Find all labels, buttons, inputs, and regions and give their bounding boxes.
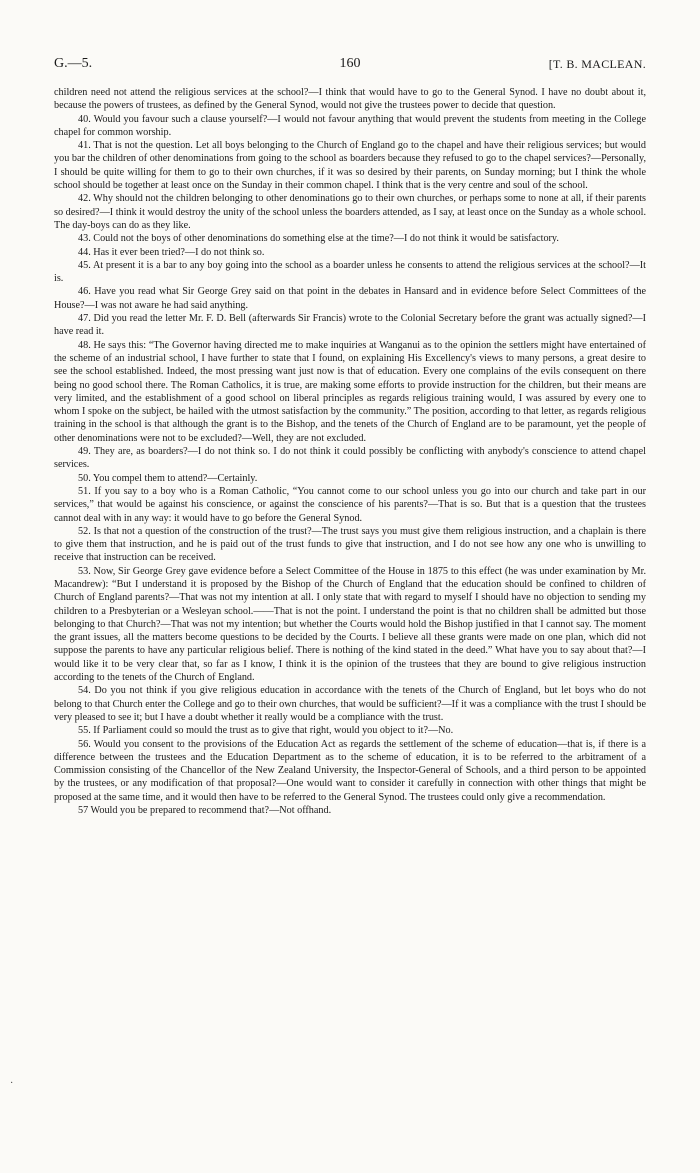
question-51: 51. If you say to a boy who is a Roman Catholic, “You cannot come to our school unless you go into our church and take part in our services,” that would be against his conscience, or against the conscience of his parents?—That is so. But that is a question that the trustees cannot deal with in any way: it would have to go before the General Synod. [54,485,646,524]
document-body [54,86,646,817]
question-41: 41. That is not the question. Let all boys belonging to the Church of England go to the chapel and have their religious services; but would you bar the children of other denominations from going to the school as boarders because they refused to go to the chapel services?—Personally, I should be quite willing for them to go to their own churches, if it was so desired by their parents, on Sunday morning; but I think the whole school should be together at least once on the Sunday in their common chapel. I think that is the very centre and soul of the school. [54,140,646,192]
question-57: 57 Would you be prepared to recommend that?—Not offhand. [78,805,332,817]
question-50: 50. You compel them to attend?—Certainly. [78,472,258,484]
page-header [54,56,646,72]
question-47: 47. Did you read the letter Mr. F. D. Bell (afterwards Sir Francis) wrote to the Colonial Secretary before the grant was actually signed?—I have read it. [54,313,646,338]
margin-speck: · [10,1078,14,1089]
question-43: 43. Could not the boys of other denominations do something else at the time?—I do not think it would be satisfactory. [78,233,559,245]
question-45: 45. At present it is a bar to any boy going into the school as a boarder unless he consents to attend the religious services at the school?—It is. [54,259,646,285]
question-52: 52. Is that not a question of the construction of the trust?—The trust says you must give them religious instruction, and a chaplain is there to give them that instruction, and he is paid out of the trust funds to give that instruction, and I do not see how any one who is unwilling to receive that instruction can be received. [54,525,646,564]
page-number: 160 [339,56,361,71]
paragraph-continued: children need not attend the religious services at the school?—I think that would have to go to the General Synod. I have no doubt about it, because the powers of trustees, as defined by the General Synod, would not give the trustees power to decide that question. [54,87,646,112]
question-54: 54. Do you not think if you give religious education in accordance with the tenets of the Church of England, but let boys who do not belong to that Church enter the College and go to their own churches, that would be sufficient?—If it was a compliance with the trust I should be very pleased to see it; but I have a doubt whether it really would be a compliance with the trust. [54,685,646,723]
question-44: 44. Has it ever been tried?—I do not think so. [78,246,265,258]
question-40: 40. Would you favour such a clause yourself?—I would not favour anything that would prevent the students from meeting in the College chapel for common worship. [54,113,646,138]
question-49: 49. They are, as boarders?—I do not think so. I do not think it could possibly be conflicting with anybody's conscience to attend chapel services. [54,446,646,471]
question-46: 46. Have you read what Sir George Grey said on that point in the debates in Hansard and in evidence before Select Committees of the House?—I was not aware he had said anything. [54,286,646,311]
paper-reference: G.—5. [54,56,93,71]
question-55: 55. If Parliament could so mould the trust as to give that right, would you object to it?—No. [78,725,454,737]
question-53: 53. Now, Sir George Grey gave evidence before a Select Committee of the House in 1875 to this effect (he was under examination by Mr. Macandrew): “But I understand it is proposed by the Bishop of the Church of England that the education should be confined to children of Church of England parents?—That was not my intention at all. I only state that with regard to myself I should have no objection to sending my children to a Presbyterian or a Wesleyan school.——That is not the point. I understand the point is that no children shall be admitted but those belonging to that Church?—That was not my intention; but whether the Courts would hold the Bishop justified in that I cannot say. The moment the grant issues, all the matters become questions to be decided by the Courts. I believe all these grants were made on one plan, which did not suppose the parents to have any particular religious belief. There is nothing of the kind stated in the deed.” What have you to say about that?—I would like it to be very clear that, so far as I know, I think it is the opinion of the trustees that they are bound to give religious instruction according to the tenets of the Church of England. [54,565,646,684]
question-48: 48. He says this: “The Governor having directed me to make inquiries at Wanganui as to the opinion the settlers might have entertained of the scheme of an industrial school, I have further to state that I found, on explaining His Excellency's views to many persons, a great desire to see the school established. Indeed, the most pressing want just now is that of education. Every one complains of the evils consequent on there being no good school there. The Roman Catholics, it is true, are making some efforts to provide instruction for the children, but their means are very limited, and the establishment of a good school on liberal principles as regards religious training would, I was assured by every one to whom I spoke on the subject, be hailed with the utmost satisfaction by the community.” The position, according to that letter, as regards religious training in the school is that although the grant is to the Bishop, and the tenets of the Church of England are to be paramount, yet the people of other denominations were not to be excluded?—Well, they are not excluded. [54,339,646,444]
question-56: 56. Would you consent to the provisions of the Education Act as regards the settlement of the scheme of education—that is, if there is a difference between the trustees and the Education Department as to the scheme of education, it is to be referred to the arbitrament of a Commission consisting of the Chancellor of the New Zealand University, the Inspector-General of Schools, and a third person to be appointed by the trustees, or any modification of that proposal?—One would want to consider it carefully in connection with other things that might be proposed at the same time, and it would then have to be referred to the General Synod. The trustees could only give a recommendation. [54,738,646,803]
witness-name: [T. B. MACLEAN. [548,57,646,71]
question-42: 42. Why should not the children belonging to other denominations go to their own churches, or perhaps some to none at all, if their parents so desired?—I think it would destroy the unity of the school unless the boarders attended, as I say, at least once on the Sunday as a whole school. The day-boys can do as they like. [54,193,646,231]
